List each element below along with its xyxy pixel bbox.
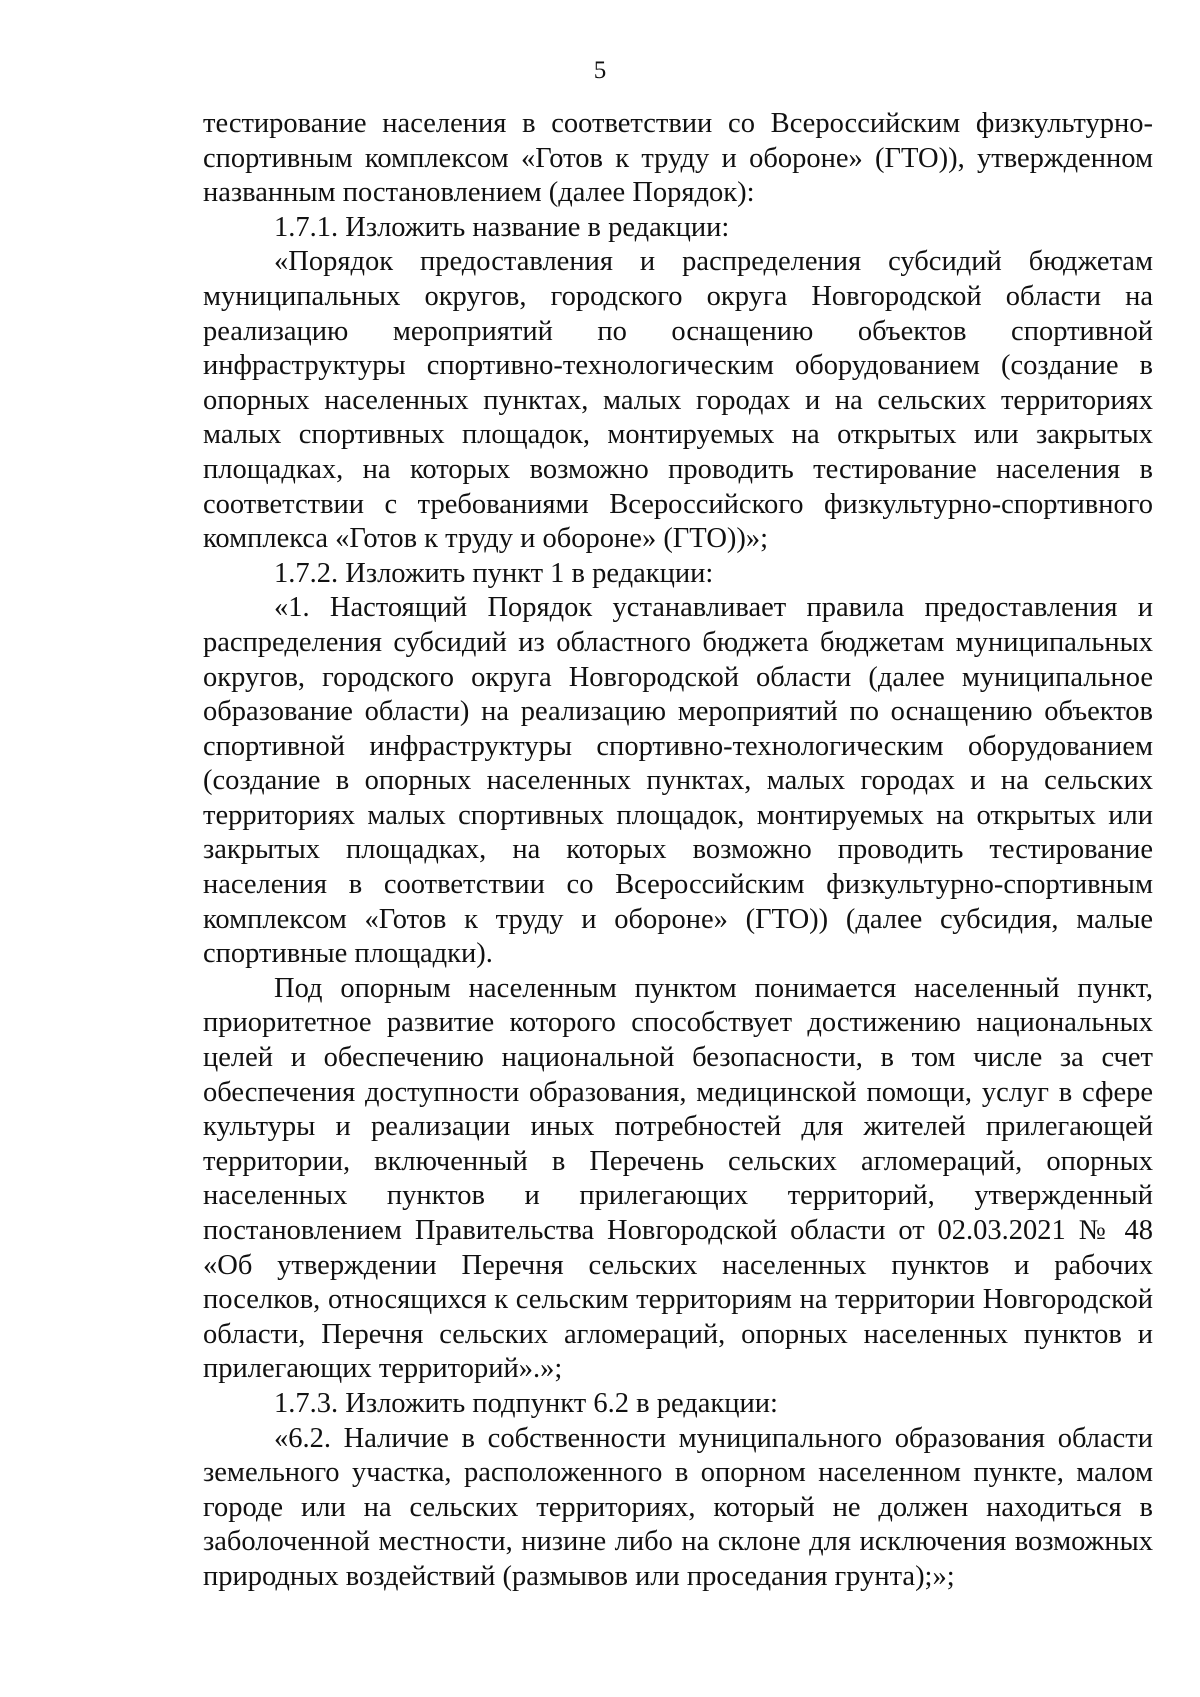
paragraph-item-1-7-2: 1.7.2. Изложить пункт 1 в редакции: [274, 557, 714, 589]
paragraph-subpoint-6-2: «6.2. Наличие в собственности муниципального образования области земельного участка, расположенного в опорном населенном пункте, малом городе или на сельских территориях, который не должен находиться в заболоченной местности, низине либо на склоне для исключения возможных природных воздействий (размывов или проседания грунта);»; [203, 1422, 1153, 1592]
paragraph-continuation: тестирование населения в соответствии со Всероссийским физкультурно-спортивным комплексом «Готов к труду и обороне» (ГТО)), утвержденном названным постановлением (далее Порядок): [203, 108, 1153, 209]
document-body [203, 107, 1153, 1595]
paragraph-item-1-7-1: 1.7.1. Изложить название в редакции: [274, 211, 730, 243]
paragraph-definition: Под опорным населенным пунктом понимается населенный пункт, приоритетное развитие которого способствует достижению национальных целей и обеспечению национальной безопасности, в том числе за счет обеспечения доступности образования, медицинской помощи, услуг в сфере культуры и реализации иных потребностей для жителей прилегающей территории, включенный в Перечень сельских агломераций, опорных населенных пунктов и прилегающих территорий, утвержденный постановлением Правительства Новгородской области от 02.03.2021 № 48 «Об утверждении Перечня сельских населенных пунктов и рабочих поселков, относящихся к сельским территориям на территории Новгородской области, Перечня сельских агломераций, опорных населенных пунктов и прилегающих территорий».»; [203, 972, 1153, 1385]
paragraph-item-1-7-3: 1.7.3. Изложить подпункт 6.2 в редакции: [274, 1387, 778, 1419]
page-number: 5 [593, 57, 607, 84]
paragraph-point-1: «1. Настоящий Порядок устанавливает правила предоставления и распределения субсидий из областного бюджета бюджетам муниципальных округов, городского округа Новгородской области (далее муниципальное образование области) на реализацию мероприятий по оснащению объектов спортивной инфраструктуры спортивно-технологическим оборудованием (создание в опорных населенных пунктах, малых городах и на сельских территориях малых спортивных площадок, монтируемых на открытых или закрытых площадках, на которых возможно проводить тестирование населения в соответствии со Всероссийским физкультурно-спортивным комплексом «Готов к труду и обороне» (ГТО)) (далее субсидия, малые спортивные площадки). [203, 592, 1153, 970]
paragraph-new-title: «Порядок предоставления и распределения субсидий бюджетам муниципальных округов, городского округа Новгородской области на реализацию мероприятий по оснащению объектов спортивной инфраструктуры спортивно-технологическим оборудованием (создание в опорных населенных пунктах, малых городах и на сельских территориях малых спортивных площадок, монтируемых на открытых или закрытых площадках, на которых возможно проводить тестирование населения в соответствии с требованиями Всероссийского физкультурно-спортивного комплекса «Готов к труду и обороне» (ГТО))»; [203, 246, 1153, 555]
